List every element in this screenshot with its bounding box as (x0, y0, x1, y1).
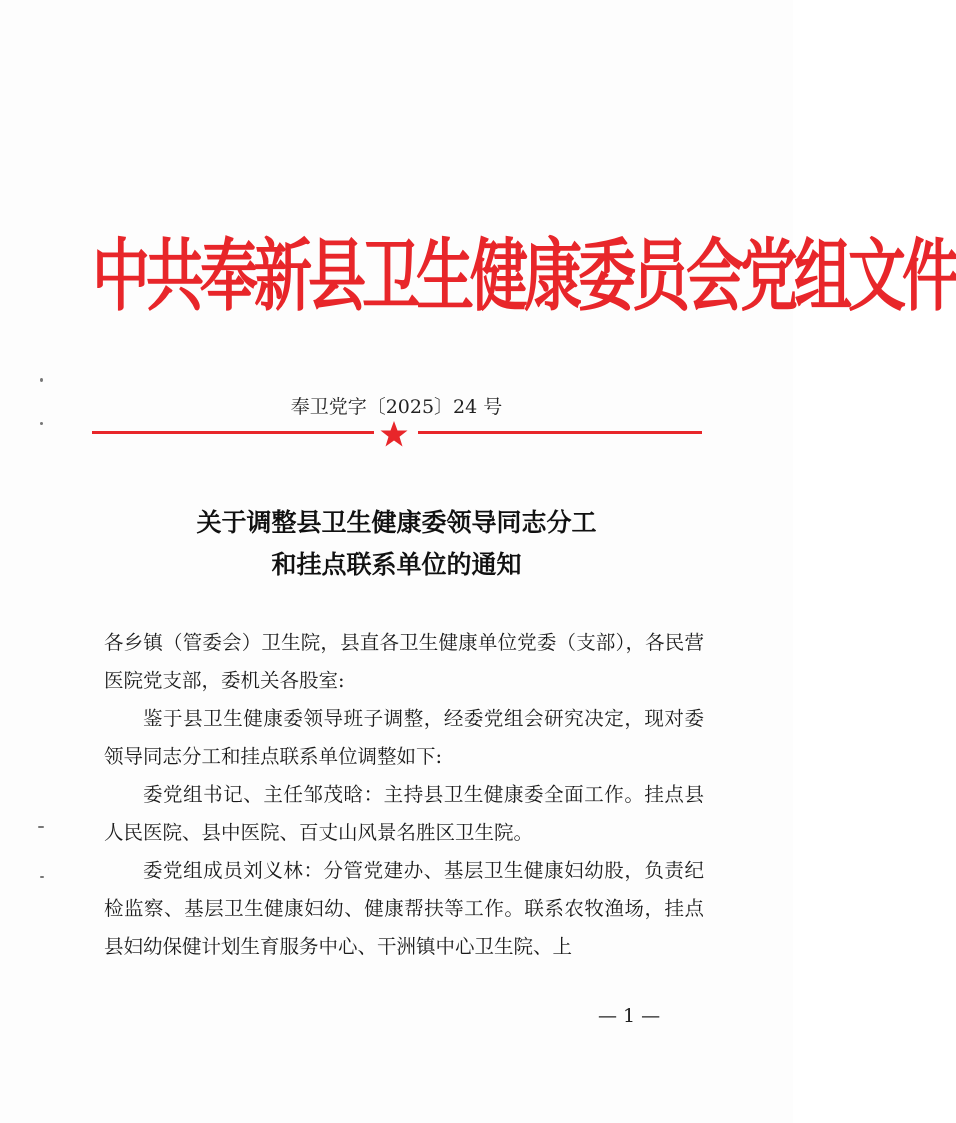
paragraph-1: 鉴于县卫生健康委领导班子调整，经委党组会研究决定，现对委领导同志分工和挂点联系单位调整如下: (104, 707, 704, 768)
page-number: — 1 — (598, 1005, 661, 1027)
red-rule-right (418, 431, 702, 434)
paragraph-3: 委党组成员刘义林：分管党建办、基层卫生健康妇幼股，负责纪检监察、基层卫生健康妇幼、健康帮扶等工作。联系农牧渔场，挂点县妇幼保健计划生育服务中心、干洲镇中心卫生院、上 (104, 859, 704, 958)
document-body (104, 624, 704, 966)
document-title-line2: 和挂点联系单位的通知 (271, 550, 522, 579)
document-title (0, 502, 793, 586)
scan-speck (40, 378, 43, 382)
red-rule-left (92, 431, 374, 434)
scan-speck (38, 826, 44, 828)
red-header-title: 中共奉新县卫生健康委员会党组文件 (92, 230, 956, 322)
addressee: 各乡镇（管委会）卫生院，县直各卫生健康单位党委（支部），各民营医院党支部，委机关各股室: (104, 631, 704, 692)
scan-speck (40, 876, 44, 878)
document-title-line1: 关于调整县卫生健康委领导同志分工 (196, 508, 597, 537)
scan-speck (40, 422, 43, 425)
document-number: 奉卫党字〔2025〕24 号 (290, 396, 503, 418)
paragraph-2: 委党组书记、主任邹茂晗：主持县卫生健康委全面工作。挂点县人民医院、县中医院、百丈山风景名胜区卫生院。 (104, 783, 704, 844)
red-star-icon (379, 420, 409, 448)
